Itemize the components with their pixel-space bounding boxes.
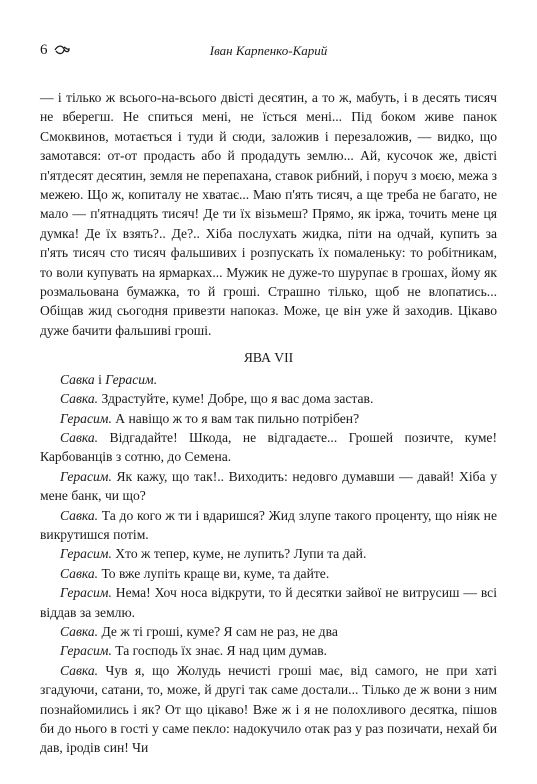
running-title: Іван Карпенко-Карий — [209, 43, 328, 58]
speaker-joiner: і — [94, 371, 106, 387]
dialogue-line — [40, 641, 497, 660]
dialogue-text: Нема! Хоч носа відкрути, то й десятки зайвої не витрусиш — всі віддав за землю. — [40, 585, 497, 620]
dialogue-line — [40, 409, 497, 428]
dialogue-text: Відгадайте! Шкода, не відгадаєте... Грошей позичте, куме! Карбованців з сотню, до Семена. — [40, 429, 497, 465]
speaker-name: Савка. — [60, 391, 99, 407]
speaker-name: Савка. — [60, 507, 99, 523]
dialogue-text: Як кажу, що так!.. Виходить: недовго думавши — давай! Хіба у мене банк, чи що? — [40, 468, 497, 504]
dialogue-text: Хто ж тепер, куме, не лупить? Лупи та дай. — [111, 546, 367, 562]
speaker-name: Герасим. — [60, 546, 112, 562]
speaker-name: Герасим. — [60, 585, 112, 601]
page-number: 6 — [40, 42, 48, 58]
speaker-name: Савка — [60, 371, 95, 387]
dialogue-text: Де ж ті гроші, куме? Я сам не раз, не два — [98, 623, 338, 639]
speaker-name: Савка. — [60, 662, 99, 678]
dialogue-text: Та до кого ж ти і вдаришся? Жид злупе такого проценту, що ніяк не викрутишся потім. — [40, 507, 497, 542]
speaker-name: Савка. — [60, 565, 99, 581]
dialogue-line — [40, 467, 497, 506]
speaker-name: Савка. — [60, 623, 99, 639]
dialogue-line — [40, 583, 497, 622]
dialogue-line — [40, 370, 497, 389]
dialogue-line — [40, 661, 497, 758]
scene-heading: ЯВА VII — [243, 350, 294, 366]
dialogue-text: Чув я, що Жолудь нечисті гроші має, від самого, не при хаті згадуючи, сатани, то, може, й другі так саме достали... Тілько де ж вони з ним познайомились і як? От що цікаво! Вже ж і я не полохливого десятка, пішов би до нього в гості у саме пекло: надокучило отак раз у раз позичати, нехай би дав, іродів син! Чи — [40, 662, 497, 756]
speaker-name: Герасим. — [60, 643, 112, 659]
dialogue-line — [40, 564, 497, 583]
speaker-name: Савка. — [60, 429, 99, 445]
dialogue-text: А навіщо ж то я вам так пильно потрібен? — [111, 410, 360, 426]
dialogue-text: То вже лупіть краще ви, куме, та дайте. — [98, 565, 330, 581]
speaker-name: Герасим. — [60, 410, 112, 426]
dialogue-text: Здрастуйте, куме! Добре, що я вас дома застав. — [98, 391, 374, 407]
dialogue-line — [40, 544, 497, 563]
page-header — [40, 42, 497, 62]
speaker-name: Герасим. — [105, 371, 158, 387]
dialogue-text: Та господь їх знає. Я над цим думав. — [111, 643, 328, 659]
dialogue-line — [40, 389, 497, 408]
dialogue-line — [40, 506, 497, 545]
page-body — [40, 88, 497, 758]
dialogue-line — [40, 622, 497, 641]
speaker-name: Герасим. — [60, 468, 112, 484]
opening-paragraph: — і тілько ж всього-на-всього двісті десятин, а то ж, мабуть, і в десять тисяч не вберегш. Не спиться мені, не їсться мені... Під боком живе панок Смоквинов, мотається і туди й сюди, заложив і перезаложив, — видко, що замотався: от-от продасть або й продадуть землю... Ай, кусочок же, двісті п'ятдесят десятин, земля не перепахана, ставок рибний, і поруч з моєю, межа з межею. Що ж, копиталу не хватає... Маю п'ять тисяч, а ще треба не багато, не мало — п'ятнадцять тисяч! Де ти їх візьмеш? Прямо, як іржа, точить мене ця думка! Де їх взять?.. Де?.. Хіба послухать жидка, піти на одчай, купить за п'ять тисяч сто тисяч фальшивих і розпускать їх помаленьку: то робітникам, то воли купувать на ярмарках... Мужик не дуже-то шурупає в грошах, йому як розмальована бумажка, то й гроші. Страшно тілько, щоб не влопатись... Обіщав жид сьогодня привезти напоказ. Може, це він уже й заходив. Цікаво дуже бачити фальшиві гроші. — [40, 90, 497, 338]
dialogue-line — [40, 428, 497, 467]
